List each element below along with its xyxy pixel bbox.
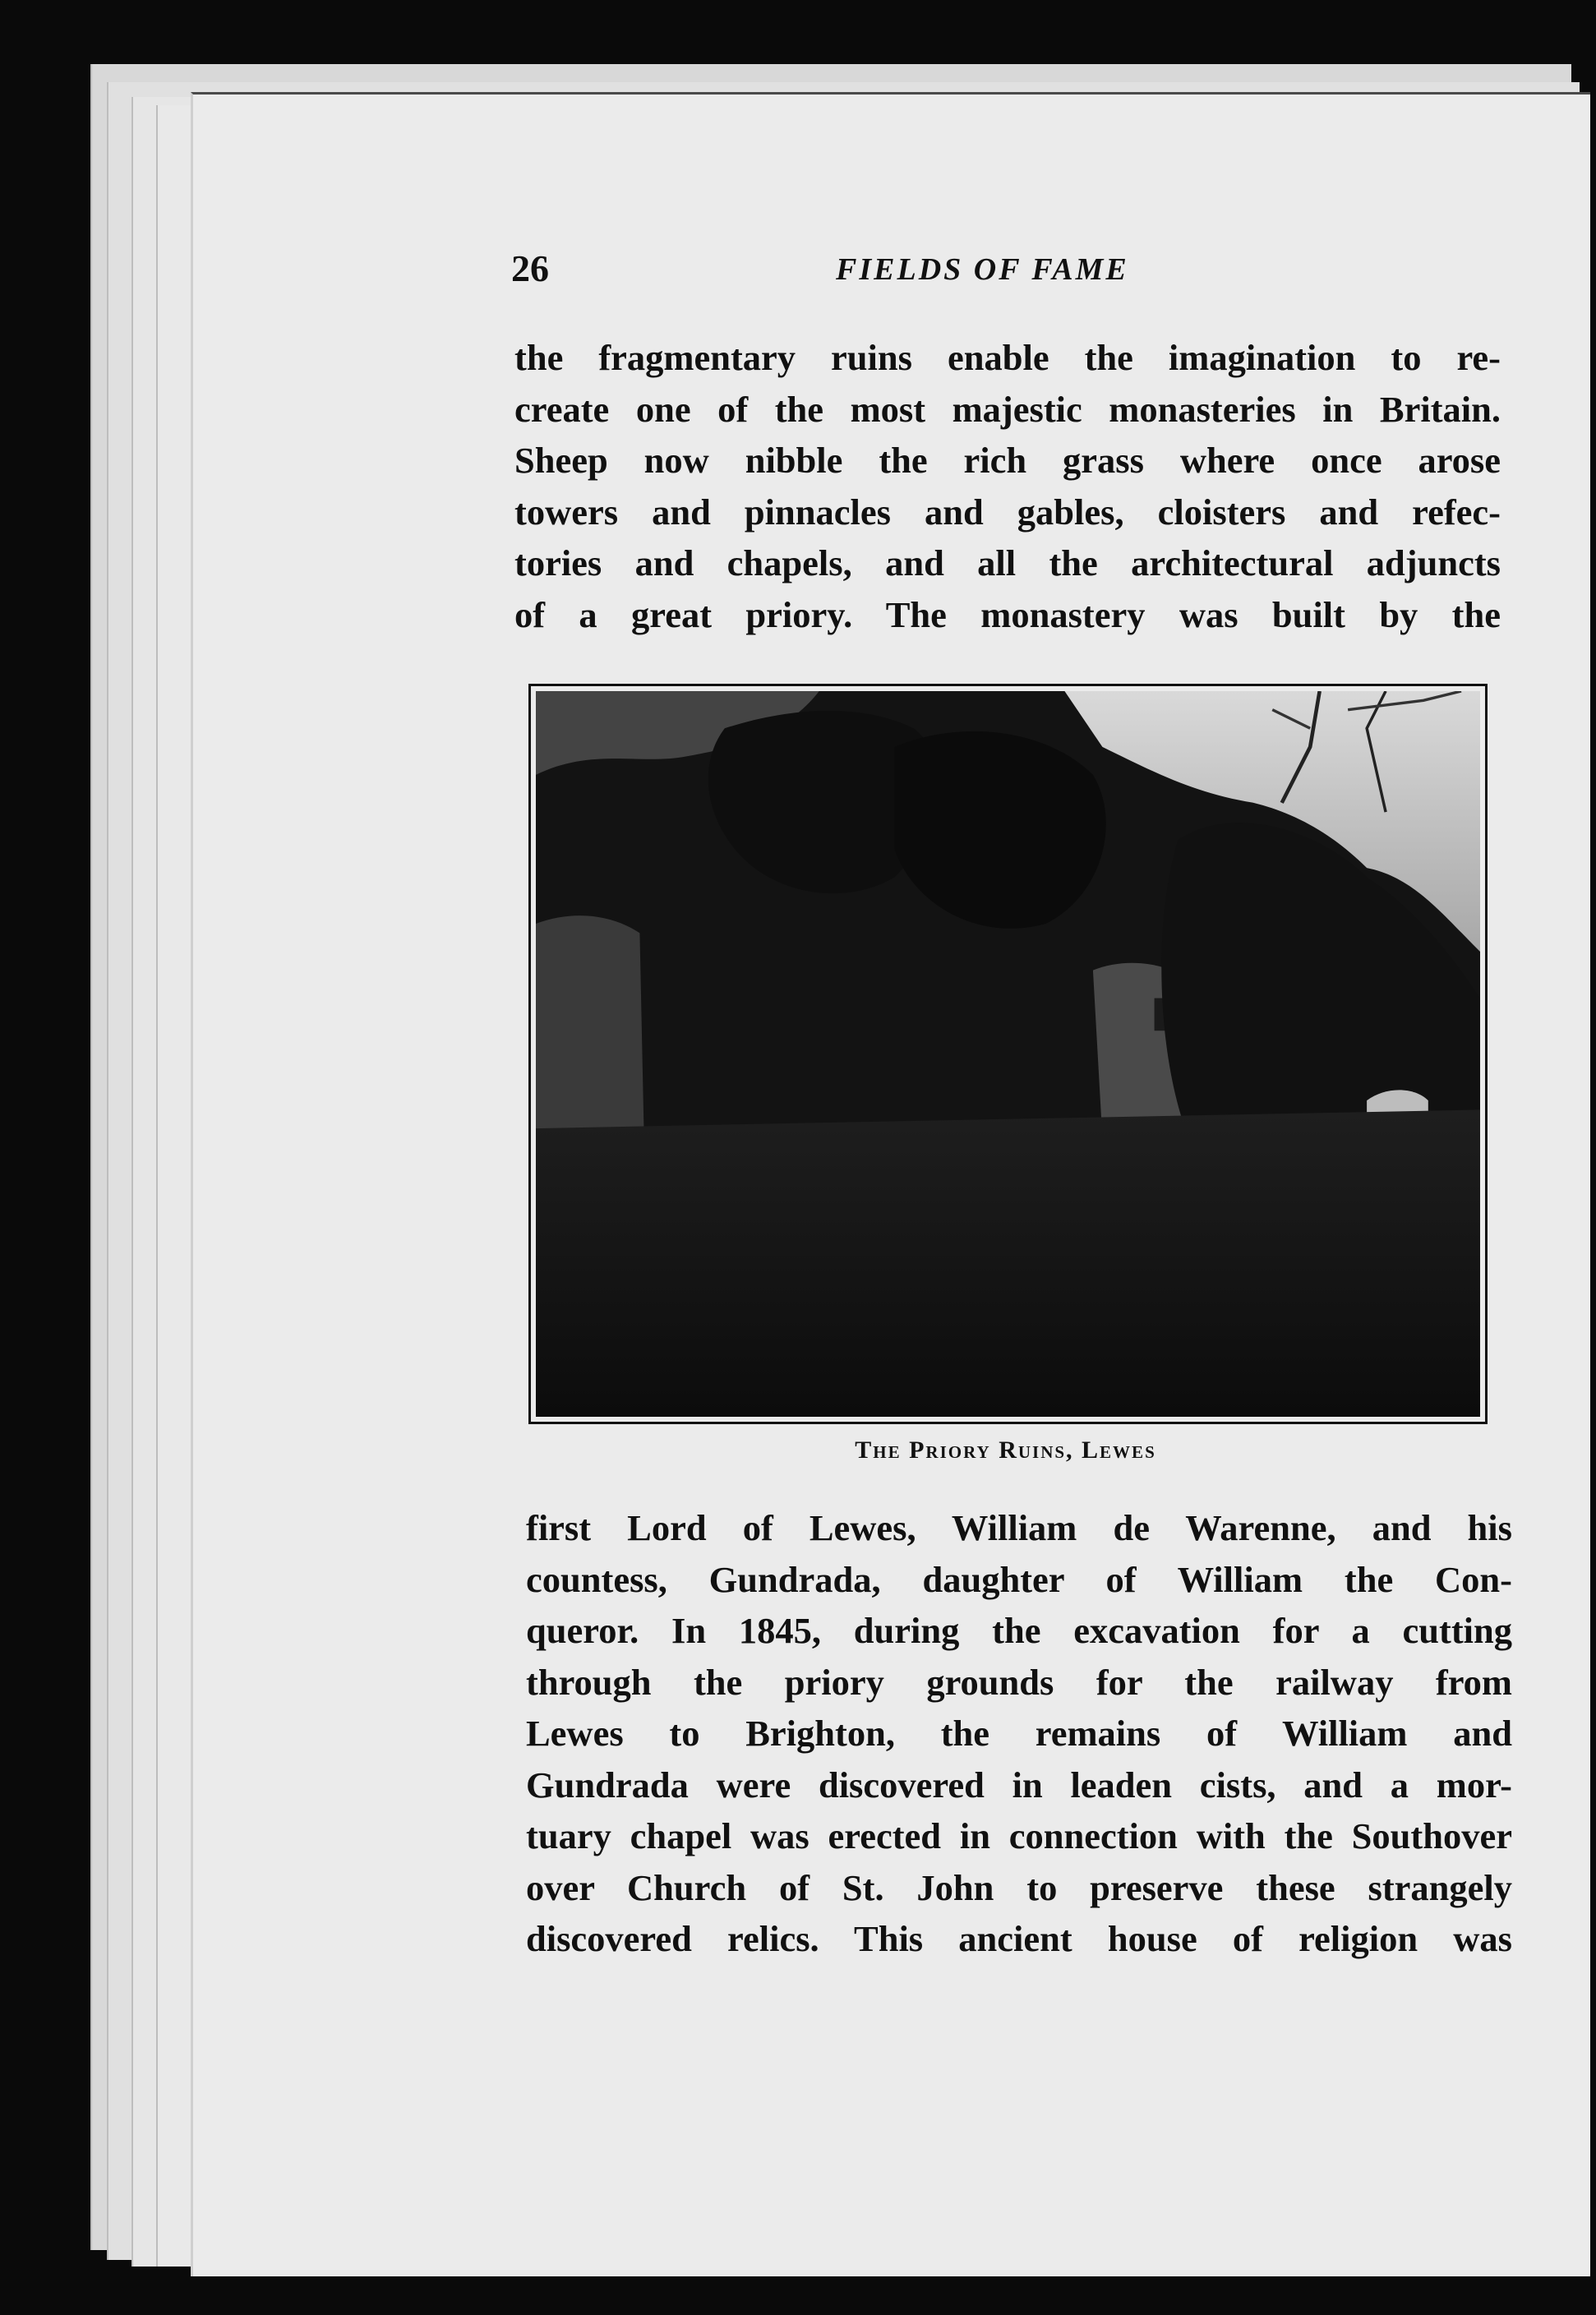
text-line: create one of the most majestic monasteries in Britain. bbox=[514, 388, 1501, 430]
body-text-top bbox=[514, 332, 1501, 640]
text-line: through the priory grounds for the railway from bbox=[526, 1661, 1512, 1703]
text-line: Gundrada were discovered in leaden cists, and a mor- bbox=[526, 1764, 1512, 1805]
text-line: over Church of St. John to preserve these strangely bbox=[526, 1866, 1512, 1908]
page-number: 26 bbox=[511, 247, 549, 289]
text-line: countess, Gundrada, daughter of William the Con- bbox=[526, 1558, 1512, 1600]
running-title: FIELDS OF FAME bbox=[836, 252, 1129, 287]
text-line: tories and chapels, and all the architectural adjuncts bbox=[514, 542, 1501, 583]
priory-ruins-photograph bbox=[528, 684, 1488, 1424]
text-line: first Lord of Lewes, William de Warenne, and his bbox=[526, 1507, 1512, 1548]
text-line: queror. In 1845, during the excavation for a cutting bbox=[526, 1610, 1512, 1651]
text-line: Lewes to Brighton, the remains of William and bbox=[526, 1713, 1512, 1754]
text-line: of a great priory. The monastery was built by the bbox=[514, 593, 1501, 635]
text-line: discovered relics. This ancient house of religion was bbox=[526, 1918, 1512, 1959]
text-line: towers and pinnacles and gables, cloisters and refec- bbox=[514, 491, 1501, 533]
photograph-image bbox=[536, 691, 1480, 1417]
text-line: the fragmentary ruins enable the imagination to re- bbox=[514, 337, 1501, 378]
running-head bbox=[511, 247, 1175, 296]
body-text-bottom bbox=[526, 1502, 1512, 1965]
text-line: Sheep now nibble the rich grass where once arose bbox=[514, 440, 1501, 481]
figure-caption: The Priory Ruins, Lewes bbox=[855, 1436, 1156, 1464]
text-line: tuary chapel was erected in connection with the Southover bbox=[526, 1815, 1512, 1856]
